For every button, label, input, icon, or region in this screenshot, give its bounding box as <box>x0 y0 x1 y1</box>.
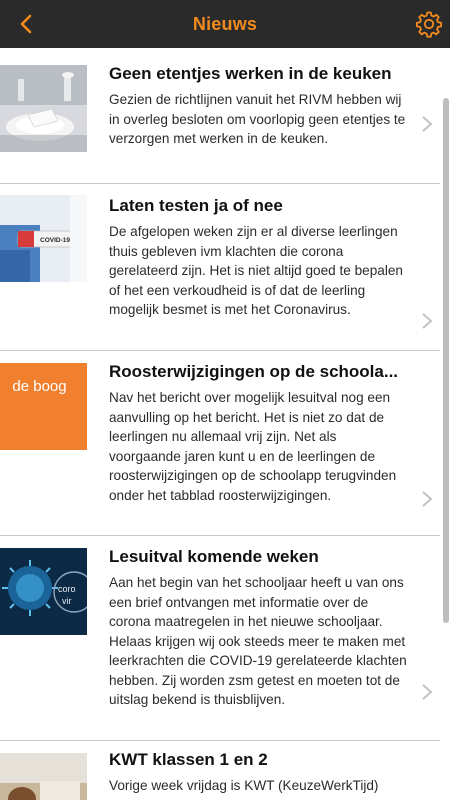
news-item[interactable] <box>0 48 440 184</box>
news-body: Nav het bericht over mogelijk lesuitval nog een aanvulling op het bericht. Het is niet zo dat de leerlingen nu allemaal vrij zijn. Net als voorgaande jaren kunt u en de leerlingen de roosterwijzigingen op de schoolapp terugvinden onder het tabblad roosterwijzigingen. <box>109 390 397 503</box>
news-title: Roosterwijzigingen op de schoola... <box>109 362 399 381</box>
chevron-right-icon <box>420 682 434 702</box>
brand-logo-text: de boog <box>12 378 67 395</box>
virus-image <box>0 548 87 635</box>
table-setting-image <box>0 65 87 152</box>
news-item[interactable] <box>0 184 440 351</box>
news-body: Vorige week vrijdag is KWT (KeuzeWerkTijd) <box>109 778 379 793</box>
classroom-image <box>0 753 87 800</box>
news-item[interactable] <box>0 351 440 536</box>
news-item[interactable] <box>0 536 440 741</box>
news-title: Lesuitval komende weken <box>109 547 319 566</box>
chevron-right-icon <box>420 489 434 509</box>
covid-label: COVID-19 <box>40 237 70 244</box>
back-button[interactable] <box>12 10 40 38</box>
chevron-right-icon <box>420 114 434 134</box>
news-body: Gezien de richtlijnen vanuit het RIVM hebben wij in overleg besloten om voorlopig geen etentjes te verzorgen met werken in de keuken. <box>109 92 406 146</box>
news-list <box>0 48 450 800</box>
news-title: Laten testen ja of nee <box>109 196 283 215</box>
chevron-right-icon <box>420 311 434 331</box>
news-thumbnail <box>0 753 87 800</box>
news-item[interactable] <box>0 741 440 800</box>
news-body: Aan het begin van het schooljaar heeft u van ons een brief ontvangen met informatie over de corona maatregelen in het nieuwe schooljaar. Helaas krijgen wij ook steeds meer te maken met leerkrachten die COVID-19 gerelateerde klachten hebben. Zij worden zsm getest en moeten tot de uitslag bekend is thuisblijven. <box>109 575 407 707</box>
settings-button[interactable] <box>414 9 444 39</box>
news-thumbnail <box>0 548 87 635</box>
virus-caption-1: coro <box>58 584 76 594</box>
news-title: KWT klassen 1 en 2 <box>109 750 268 769</box>
scrollbar[interactable] <box>443 98 449 623</box>
news-body: De afgelopen weken zijn er al diverse leerlingen thuis gebleven ivm klachten die corona gerelateerd zijn. Het is niet altijd goed te bepalen of het een verkoudheid is of dat de leerling mogelijk besmet is met het Coronavirus. <box>109 224 403 317</box>
virus-caption-2: vir <box>62 596 72 606</box>
covid-test-image <box>0 195 87 282</box>
news-thumbnail <box>0 65 87 152</box>
news-title: Geen etentjes werken in de keuken <box>109 64 392 83</box>
page-title: Nieuws <box>192 13 258 34</box>
news-thumbnail <box>0 195 87 282</box>
app-header <box>0 0 450 48</box>
gear-icon <box>415 10 443 38</box>
news-thumbnail <box>0 363 87 450</box>
chevron-left-icon <box>18 14 34 34</box>
